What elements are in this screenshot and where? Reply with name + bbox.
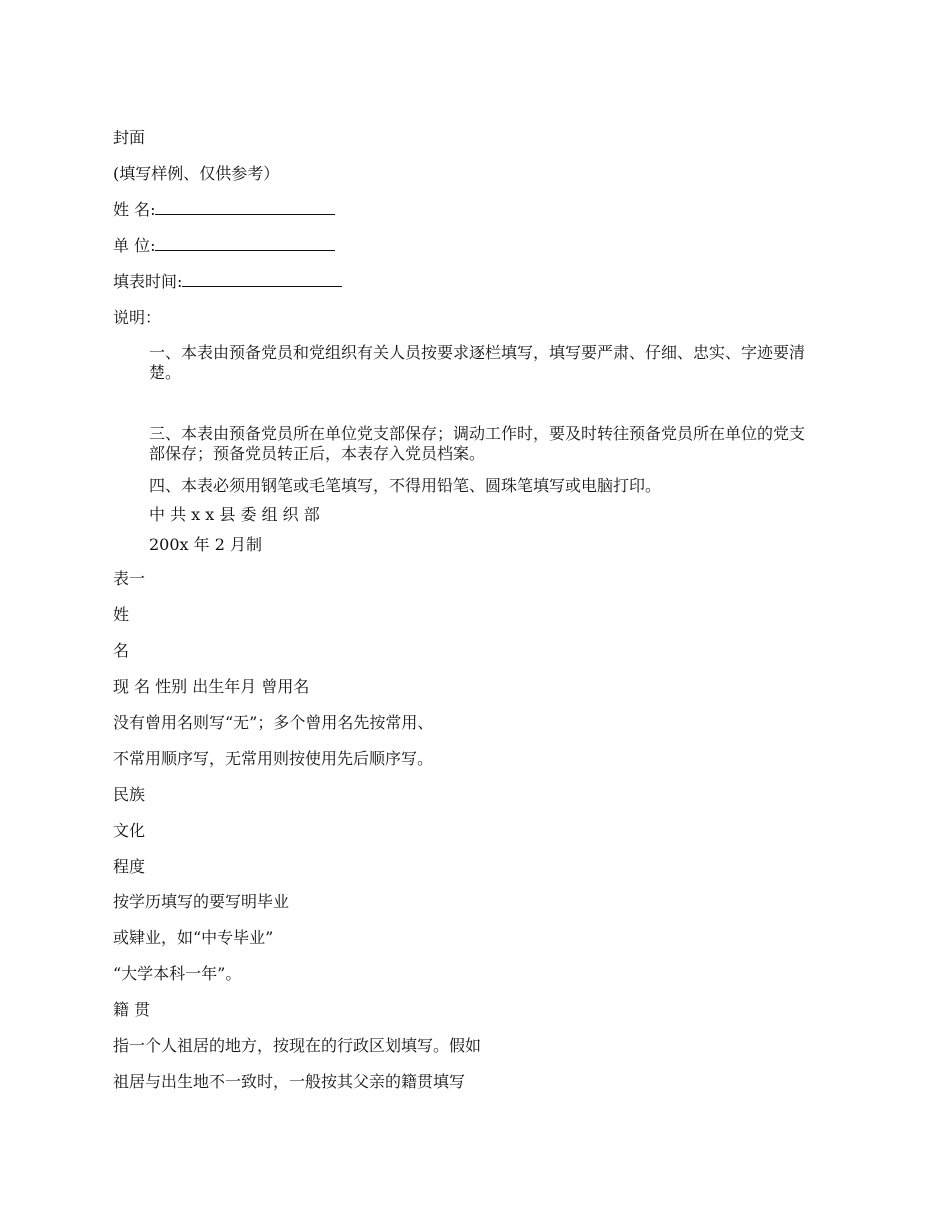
issuer: 中 共 x x 县 委 组 织 部 xyxy=(149,505,320,524)
ethnicity-cell: 民族 xyxy=(113,785,146,804)
native-place-note-1: 指一个人祖居的地方，按现在的行政区划填写。假如 xyxy=(113,1036,482,1055)
education-cell-line1: 文化 xyxy=(113,821,146,840)
table1-title: 表一 xyxy=(113,569,146,588)
unit-field-row xyxy=(113,236,335,256)
unit-label: 单 位: xyxy=(113,236,156,255)
education-note-1: 按学历填写的要写明毕业 xyxy=(113,892,290,911)
education-note-2: 或肄业，如“中专毕业” xyxy=(113,928,274,947)
education-cell-line2: 程度 xyxy=(113,857,146,876)
former-name-note-1: 没有曾用名则写“无”；多个曾用名先按常用、 xyxy=(113,713,434,732)
name-cell-line2: 名 xyxy=(113,641,130,660)
native-place-note-2: 祖居与出生地不一致时，一般按其父亲的籍贯填写 xyxy=(113,1072,466,1091)
name-label: 姓 名: xyxy=(113,200,156,219)
date-label: 填表时间: xyxy=(113,272,183,291)
date-blank xyxy=(182,272,342,287)
education-note-3: “大学本科一年”。 xyxy=(113,964,242,983)
date-field-row xyxy=(113,272,342,292)
native-place-cell: 籍 贯 xyxy=(113,1000,151,1019)
name-field-row xyxy=(113,200,335,220)
cover-subtitle: (填写样例、仅供参考） xyxy=(113,164,280,183)
cover-title: 封面 xyxy=(113,128,146,147)
notes-heading: 说明： xyxy=(113,308,162,327)
name-cell-line1: 姓 xyxy=(113,605,130,624)
issue-date: 200x 年 2 月制 xyxy=(149,535,263,554)
unit-blank xyxy=(155,236,335,251)
former-name-note-2: 不常用顺序写，无常用则按使用先后顺序写。 xyxy=(113,749,434,768)
note-item-1: 一、本表由预备党员和党组织有关人员按要求逐栏填写，填写要严肃、仔细、忠实、字迹要清楚。 xyxy=(149,343,806,382)
note-item-3: 三、本表由预备党员所在单位党支部保存；调动工作时，要及时转往预备党员所在单位的党支部保存；预备党员转正后，本表存入党员档案。 xyxy=(149,424,806,463)
table1-header-row: 现 名 性别 出生年月 曾用名 xyxy=(113,677,310,696)
name-blank xyxy=(155,200,335,215)
note-item-4: 四、本表必须用钢笔或毛笔填写，不得用铅笔、圆珠笔填写或电脑打印。 xyxy=(149,476,662,495)
